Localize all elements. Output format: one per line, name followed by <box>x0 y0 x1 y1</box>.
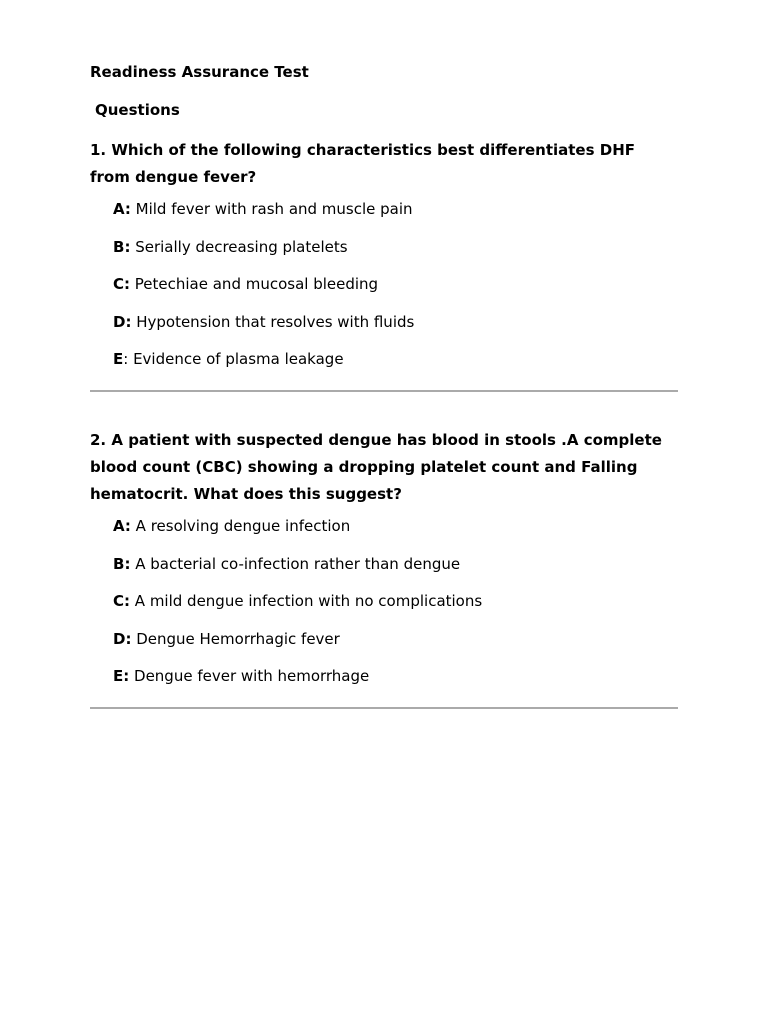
option-text: Dengue Hemorrhagic fever <box>131 629 340 648</box>
option-text: Petechiae and mucosal bleeding <box>130 275 379 293</box>
horizontal-divider <box>90 390 678 392</box>
option-separator: : <box>123 350 129 368</box>
document-title: Readiness Assurance Test <box>90 63 309 81</box>
option-text: Dengue fever with hemorrhage <box>129 667 370 685</box>
option-letter: C <box>113 592 125 610</box>
option-text: Hypotension that resolves with fluids <box>131 312 415 331</box>
option-e[interactable] <box>113 665 680 687</box>
option-text: A mild dengue infection with no complications <box>130 592 483 610</box>
option-d[interactable] <box>113 628 680 650</box>
option-letter: B <box>113 554 125 573</box>
option-separator: : <box>124 554 131 573</box>
option-separator: : <box>124 517 131 535</box>
option-text: A resolving dengue infection <box>130 517 351 535</box>
option-b[interactable] <box>113 236 680 258</box>
option-letter: E <box>113 667 124 685</box>
option-d[interactable] <box>113 311 680 333</box>
option-letter: A <box>113 517 125 535</box>
question-text: 1. Which of the following characteristics best differentiates DHF from dengue fever? <box>90 141 636 186</box>
option-a[interactable] <box>113 515 680 537</box>
answer-options <box>90 198 680 370</box>
option-letter: A <box>113 200 125 218</box>
option-text: A bacterial co-infection rather than dengue <box>130 554 461 573</box>
answer-options <box>90 515 680 687</box>
question-text: 2. A patient with suspected dengue has blood in stools .A complete blood count (CBC) showing a dropping platelet count and Falling hematocrit. What does this suggest? <box>90 431 662 503</box>
option-text: Evidence of plasma leakage <box>128 350 344 368</box>
horizontal-divider <box>90 707 678 709</box>
option-separator: : <box>124 237 131 256</box>
option-letter: C <box>113 275 125 293</box>
question-2 <box>90 427 680 703</box>
option-a[interactable] <box>113 198 680 220</box>
option-letter: E <box>113 350 124 368</box>
option-e[interactable] <box>113 348 680 370</box>
option-c[interactable] <box>113 273 680 295</box>
option-separator: : <box>125 312 132 331</box>
option-text: Mild fever with rash and muscle pain <box>130 200 413 218</box>
option-text: Serially decreasing platelets <box>130 237 348 256</box>
option-separator: : <box>123 667 130 685</box>
option-b[interactable] <box>113 553 680 575</box>
option-letter: B <box>113 237 125 256</box>
option-separator: : <box>124 200 131 218</box>
question-1 <box>90 137 680 386</box>
option-separator: : <box>124 275 131 293</box>
option-c[interactable] <box>113 590 680 612</box>
option-separator: : <box>125 629 132 648</box>
option-letter: D <box>113 312 126 331</box>
option-letter: D <box>113 629 126 648</box>
option-separator: : <box>124 592 131 610</box>
section-heading: Questions <box>95 101 180 119</box>
